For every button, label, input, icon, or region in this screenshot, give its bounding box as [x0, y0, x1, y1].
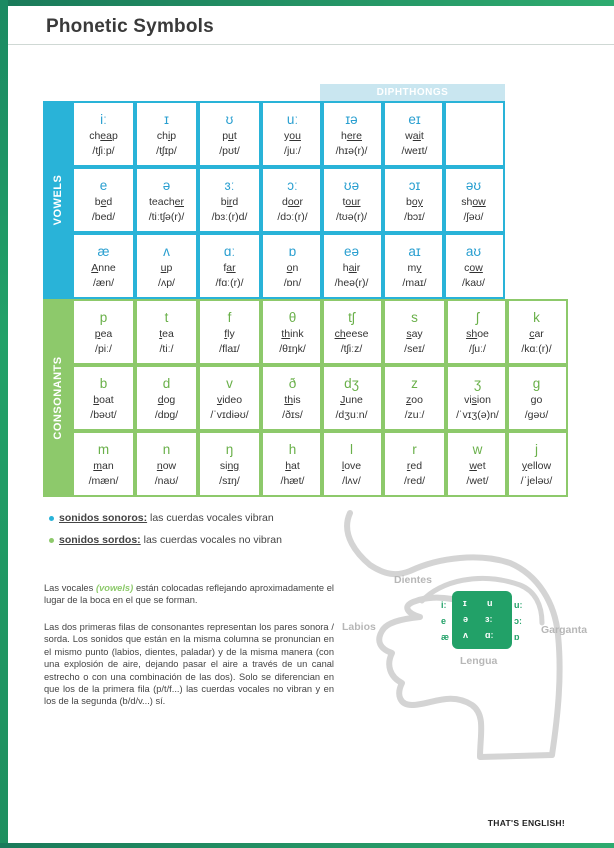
consonant-cell [261, 431, 324, 497]
consonant-cell [505, 365, 568, 431]
tongue-left-1: ɪ [463, 598, 467, 608]
phoneme-symbol: n [162, 442, 171, 457]
vowel-cell [198, 167, 261, 233]
phoneme-symbol: ɒ [288, 244, 297, 259]
consonant-cell [383, 431, 446, 497]
example-word: teacher [148, 196, 185, 208]
ipa-transcription: /seɪ/ [404, 343, 425, 355]
voiced-key: sonidos sonoros: [59, 512, 148, 524]
tongue-left-3: ʌ [463, 630, 469, 640]
phoneme-symbol: k [533, 310, 540, 325]
voiceless-key: sonidos sordos: [59, 534, 141, 546]
consonant-cell [383, 365, 446, 431]
consonant-cell [320, 299, 383, 365]
consonant-cell [261, 365, 324, 431]
title-divider [8, 44, 614, 45]
phoneme-symbol: ɪ [164, 112, 169, 127]
mouth-right-1: uː [514, 600, 523, 610]
vowel-cell [72, 167, 135, 233]
ipa-transcription: /ðɪs/ [282, 409, 303, 421]
example-word: red [406, 460, 423, 472]
diphthong-cell [320, 101, 383, 167]
consonant-cell [198, 365, 261, 431]
diphthong-cell [383, 101, 446, 167]
phoneme-symbol: eɪ [408, 112, 421, 127]
example-word: far [223, 262, 236, 274]
ipa-transcription: /weɪt/ [401, 145, 428, 157]
phoneme-symbol: aʊ [465, 244, 482, 259]
example-word: yellow [521, 460, 552, 472]
vowels-side-label: VOWELS [43, 101, 72, 299]
diphthong-cell [383, 167, 446, 233]
diphthong-cell [320, 233, 383, 299]
example-word: cheap [89, 130, 118, 142]
consonant-cell [72, 365, 135, 431]
ipa-transcription: /sɪŋ/ [219, 475, 240, 487]
phoneme-symbol: r [412, 442, 417, 457]
diphthong-cell [442, 167, 505, 233]
ipa-transcription: /kɑː(r)/ [521, 343, 552, 355]
phoneme-symbol: ɜː [224, 178, 235, 193]
ipa-transcription: /ˈvɪʒ(ə)n/ [456, 409, 499, 421]
example-word: zoo [406, 394, 423, 406]
example-word: shoe [466, 328, 489, 340]
example-word: Anne [91, 262, 116, 274]
example-word: sing [219, 460, 240, 472]
vowel-cell [261, 233, 324, 299]
vowel-cell [135, 101, 198, 167]
phoneme-symbol: d [162, 376, 171, 391]
ipa-transcription: /tʃiːp/ [92, 145, 115, 157]
labios-label: Labios [342, 621, 376, 633]
phoneme-symbol: h [288, 442, 297, 457]
ipa-transcription: /dɒg/ [154, 409, 179, 421]
ipa-transcription: /naʊ/ [154, 475, 179, 487]
consonants-paragraph: Las dos primeras filas de consonantes representan los pares sonora / sorda. Los sonidos que están en la misma columna se pronuncian en el mismo punto (labios, dientes, paladar) y de la misma manera (con una explosión de aire, dejando pasar el aire a través de un canal estrecho o con una combinación de las dos). Solo se diferencian en que los de la primera fila (p/t/f...) las cuerdas vocales no vibran y en los de la segunda (b/d/v...) sí. [44, 622, 334, 707]
mouth-left-2: e [441, 616, 447, 626]
vowel-cell [135, 233, 198, 299]
ipa-transcription: /heə(r)/ [334, 277, 369, 289]
phoneme-symbol: ʃ [476, 310, 479, 325]
consonant-cell [446, 299, 509, 365]
ipa-transcription: /flaɪ/ [219, 343, 240, 355]
consonant-cell [383, 299, 446, 365]
diphthong-cell [383, 233, 446, 299]
diphthong-cell [442, 233, 505, 299]
example-word: pea [94, 328, 113, 340]
legend-voiceless [49, 534, 282, 546]
phoneme-symbol: e [99, 178, 108, 193]
phoneme-symbol: dʒ [344, 376, 359, 391]
ipa-transcription [444, 145, 503, 158]
ipa-transcription: /ʃəʊ/ [463, 211, 484, 223]
voiced-text: las cuerdas vocales vibran [147, 512, 274, 524]
ipa-transcription: /ʌp/ [158, 277, 175, 289]
page-title: Phonetic Symbols [46, 16, 214, 37]
ipa-transcription: /bɜː(r)d/ [211, 211, 248, 223]
ipa-transcription: /pʊt/ [219, 145, 240, 157]
vowels-paragraph: Las vocales (vowels) están colocadas reflejando aproximadamente el lugar de la boca en el que se forman. [44, 583, 334, 606]
ipa-transcription: /dɔː(r)/ [277, 211, 308, 223]
ipa-transcription: /ˈjeləʊ/ [520, 475, 553, 487]
lengua-label: Lengua [460, 655, 498, 667]
example-word [444, 130, 503, 143]
phoneme-symbol: uː [286, 112, 299, 127]
example-word: man [93, 460, 114, 472]
diphthong-cell [320, 167, 383, 233]
example-word: up [160, 262, 173, 274]
phoneme-symbol: ɑː [223, 244, 236, 259]
example-word: cheese [334, 328, 369, 340]
example-word: on [286, 262, 299, 274]
phoneme-symbol: ɔː [287, 178, 298, 193]
phoneme-symbol: f [227, 310, 232, 325]
ipa-transcription: /tʊə(r)/ [335, 211, 368, 223]
phoneme-symbol: m [97, 442, 110, 457]
vowel-cell [72, 233, 135, 299]
ipa-transcription: /tiːtʃə(r)/ [148, 211, 185, 223]
mouth-left-3: æ [441, 632, 450, 642]
phoneme-symbol: p [99, 310, 108, 325]
ipa-transcription: /mæn/ [88, 475, 119, 487]
ipa-transcription: /maɪ/ [402, 277, 427, 289]
vowel-cell [135, 167, 198, 233]
phoneme-symbol: j [535, 442, 538, 457]
brand-footer: THAT'S ENGLISH! [487, 818, 565, 828]
diphthongs-header: DIPHTHONGS [320, 84, 505, 101]
legend-voiced [49, 512, 274, 524]
vowel-cell [261, 167, 324, 233]
tongue-left-2: ə [463, 614, 469, 624]
example-word: vision [464, 394, 491, 406]
consonant-cell [261, 299, 324, 365]
vowel-cell [198, 101, 261, 167]
example-word: my [407, 262, 422, 274]
ipa-transcription: /red/ [403, 475, 425, 487]
phoneme-symbol: əʊ [465, 178, 482, 193]
phoneme-symbol: g [532, 376, 541, 391]
phoneme-symbol: iː [100, 112, 107, 127]
consonant-cell [135, 299, 198, 365]
phoneme-symbol: ʊə [343, 178, 360, 193]
tongue-right-3: ɑː [485, 630, 494, 640]
consonant-cell [135, 431, 198, 497]
phoneme-symbol: ɪə [345, 112, 358, 127]
tongue-right-2: ɜː [485, 614, 493, 624]
left-frame-bar [0, 0, 8, 848]
example-word: cow [464, 262, 483, 274]
diphthong-cell [442, 101, 505, 167]
phoneme-symbol: t [164, 310, 169, 325]
example-word: fly [224, 328, 235, 340]
ipa-transcription: /dʒuːn/ [335, 409, 368, 421]
consonant-cell [72, 431, 135, 497]
example-word: dog [157, 394, 176, 406]
phoneme-symbol: ð [288, 376, 297, 391]
example-word: boy [406, 196, 423, 208]
phoneme-symbol: b [99, 376, 108, 391]
mouth-left-1: iː [441, 600, 447, 610]
example-word: hat [285, 460, 300, 472]
ipa-transcription: /piː/ [95, 343, 112, 355]
voiceless-dot [49, 538, 54, 543]
example-word: June [340, 394, 363, 406]
ipa-transcription: /æn/ [92, 277, 114, 289]
ipa-transcription: /wet/ [466, 475, 489, 487]
phoneme-symbol: ŋ [225, 442, 234, 457]
ipa-transcription: /zuː/ [404, 409, 425, 421]
ipa-transcription: /θɪŋk/ [279, 343, 306, 355]
ipa-transcription: /bəʊt/ [90, 409, 117, 421]
tongue-right-1: u [487, 598, 493, 608]
consonant-cell [505, 299, 568, 365]
example-word: think [281, 328, 304, 340]
voiced-dot [49, 516, 54, 521]
ipa-transcription: /bɔɪ/ [404, 211, 425, 223]
example-word: you [284, 130, 301, 142]
consonant-cell [320, 365, 383, 431]
mouth-right-2: ɔː [514, 616, 523, 626]
tongue-shape [452, 591, 512, 649]
example-word: put [222, 130, 237, 142]
consonant-cell [72, 299, 135, 365]
consonant-cell [198, 431, 261, 497]
garganta-label: Garganta [541, 624, 588, 636]
phoneme-symbol: l [350, 442, 353, 457]
phoneme-symbol: v [226, 376, 233, 391]
ipa-transcription: /hæt/ [280, 475, 305, 487]
ipa-transcription: /ʃuː/ [469, 343, 486, 355]
consonant-cell [446, 365, 509, 431]
example-word: love [341, 460, 362, 472]
consonant-cell [198, 299, 261, 365]
example-word: bed [94, 196, 113, 208]
phoneme-symbol: ʒ [473, 376, 482, 391]
consonant-cell [135, 365, 198, 431]
phoneme-symbol: æ [97, 244, 110, 259]
ipa-transcription: /ɒn/ [283, 277, 302, 289]
consonants-side-label: CONSONANTS [43, 299, 72, 497]
example-word: say [406, 328, 423, 340]
voiceless-text: las cuerdas vocales no vibran [140, 534, 282, 546]
consonant-cell [505, 431, 568, 497]
example-word: wait [405, 130, 424, 142]
example-word: video [216, 394, 243, 406]
phoneme-symbol: s [411, 310, 418, 325]
ipa-transcription: /fɑː(r)/ [215, 277, 244, 289]
phoneme-symbol: θ [288, 310, 297, 325]
phoneme-symbol: z [411, 376, 418, 391]
example-word: chip [156, 130, 177, 142]
example-word: go [530, 394, 543, 406]
ipa-transcription: /bed/ [91, 211, 116, 223]
phoneme-symbol: ʊ [225, 112, 234, 127]
vowel-cell [261, 101, 324, 167]
mouth-diagram [330, 505, 580, 775]
phoneme-symbol: eə [343, 244, 360, 259]
example-word: boat [93, 394, 114, 406]
phoneme-symbol: ə [162, 178, 171, 193]
example-word: car [529, 328, 544, 340]
vowel-cell [72, 101, 135, 167]
vowel-cell [198, 233, 261, 299]
phoneme-symbol: w [472, 442, 483, 457]
consonant-cell [320, 431, 383, 497]
example-word: wet [469, 460, 486, 472]
example-word: show [461, 196, 486, 208]
example-word: bird [220, 196, 239, 208]
dientes-label: Dientes [394, 574, 432, 586]
ipa-transcription: /gəʊ/ [524, 409, 549, 421]
example-word: tea [159, 328, 174, 340]
ipa-transcription: /hɪə(r)/ [335, 145, 368, 157]
top-frame-bar [0, 0, 614, 6]
consonant-cell [446, 431, 509, 497]
phoneme-symbol: ɔɪ [408, 178, 421, 193]
phoneme-symbol: tʃ [348, 310, 355, 325]
ipa-transcription: /tʃiːz/ [340, 343, 363, 355]
phoneme-symbol: ʌ [163, 244, 170, 259]
example-word: here [340, 130, 363, 142]
ipa-transcription: /tiː/ [159, 343, 174, 355]
ipa-transcription: /kaʊ/ [462, 277, 485, 289]
phoneme-symbol [444, 112, 503, 128]
ipa-transcription: /juː/ [284, 145, 301, 157]
example-word: now [156, 460, 177, 472]
phoneme-symbol: aɪ [408, 244, 421, 259]
ipa-transcription: /tʃɪp/ [156, 145, 177, 157]
ipa-transcription: /lʌv/ [342, 475, 361, 487]
example-word: door [281, 196, 304, 208]
bottom-frame-bar [0, 843, 614, 848]
example-word: this [284, 394, 301, 406]
ipa-transcription: /ˈvɪdiəʊ/ [210, 409, 249, 421]
example-word: hair [342, 262, 361, 274]
mouth-right-3: ɒ [514, 632, 520, 642]
example-word: tour [342, 196, 361, 208]
